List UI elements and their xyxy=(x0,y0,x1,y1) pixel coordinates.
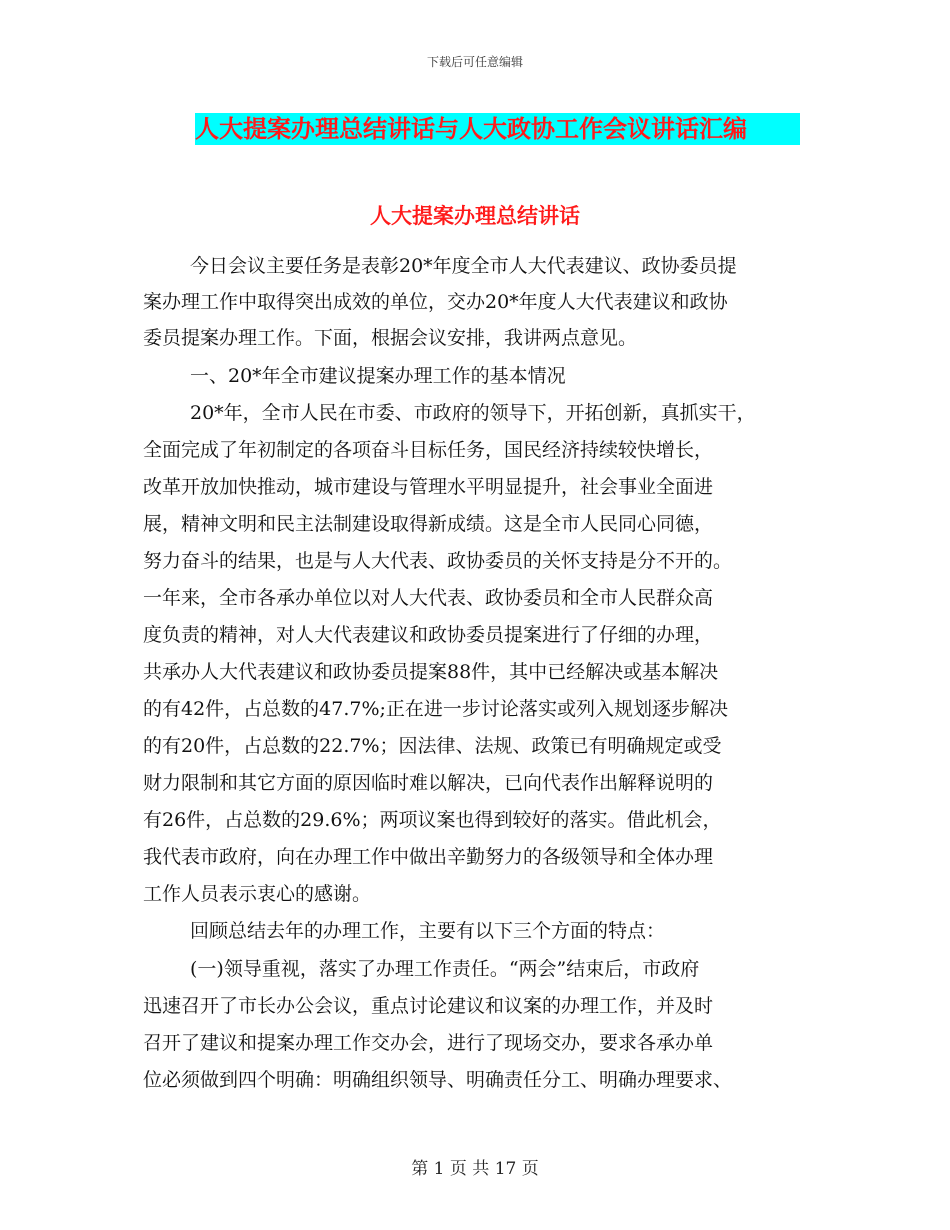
body-line: 回顾总结去年的办理工作，主要有以下三个方面的特点： xyxy=(190,920,666,942)
body-line: 的有42件，占总数的47.7%;正在进一步讨论落实或列入规划逐步解决 xyxy=(143,698,728,720)
document-main-title: 人大提案办理总结讲话与人大政协工作会议讲话汇编 xyxy=(195,113,800,145)
body-line: 努力奋斗的结果，也是与人大代表、政协委员的关怀支持是分不开的。 xyxy=(143,550,733,572)
body-line: 我代表市政府，向在办理工作中做出辛勤努力的各级领导和全体办理 xyxy=(143,846,714,868)
page-header-note: 下载后可任意编辑 xyxy=(426,55,523,69)
body-line: 委员提案办理工作。下面，根据会议安排，我讲两点意见。 xyxy=(143,327,638,349)
body-line: 的有20件，占总数的22.7%；因法律、法规、政策已有明确规定或受 xyxy=(143,735,722,757)
page-number-footer: 第 1 页 共 17 页 xyxy=(411,1159,539,1179)
body-line: 召开了建议和提案办理工作交办会，进行了现场交办，要求各承办单 xyxy=(143,1032,714,1054)
body-line: 位必须做到四个明确：明确组织领导、明确责任分工、明确办理要求、 xyxy=(143,1069,733,1091)
body-line: 今日会议主要任务是表彰20*年度全市人大代表建议、政协委员提 xyxy=(190,255,737,277)
body-line: 迅速召开了市长办公会议，重点讨论建议和议案的办理工作，并及时 xyxy=(143,995,714,1017)
body-line: (一)领导重视，落实了办理工作责任。“两会”结束后，市政府 xyxy=(190,958,700,980)
body-line: 展，精神文明和民主法制建设取得新成绩。这是全市人民同心同德， xyxy=(143,513,714,535)
body-line: 共承办人大代表建议和政协委员提案88件，其中已经解决或基本解决 xyxy=(143,661,719,683)
body-line: 度负责的精神，对人大代表建议和政协委员提案进行了仔细的办理， xyxy=(143,624,714,646)
body-line: 工作人员表示衷心的感谢。 xyxy=(143,883,372,905)
body-line: 全面完成了年初制定的各项奋斗目标任务，国民经济持续较快增长， xyxy=(143,439,714,461)
body-line: 一年来，全市各承办单位以对人大代表、政协委员和全市人民群众高 xyxy=(143,587,714,609)
body-line: 改革开放加快推动，城市建设与管理水平明显提升，社会事业全面进 xyxy=(143,476,714,498)
body-line: 财力限制和其它方面的原因临时难以解决，已向代表作出解释说明的 xyxy=(143,772,714,794)
document-subtitle: 人大提案办理总结讲话 xyxy=(370,204,580,228)
body-line: 一、20*年全市建议提案办理工作的基本情况 xyxy=(190,365,566,387)
body-line: 20*年，全市人民在市委、市政府的领导下，开拓创新，真抓实干， xyxy=(190,402,756,424)
body-line: 有26件，占总数的29.6%；两项议案也得到较好的落实。借此机会， xyxy=(143,809,722,831)
body-line: 案办理工作中取得突出成效的单位，交办20*年度人大代表建议和政协 xyxy=(143,291,728,313)
